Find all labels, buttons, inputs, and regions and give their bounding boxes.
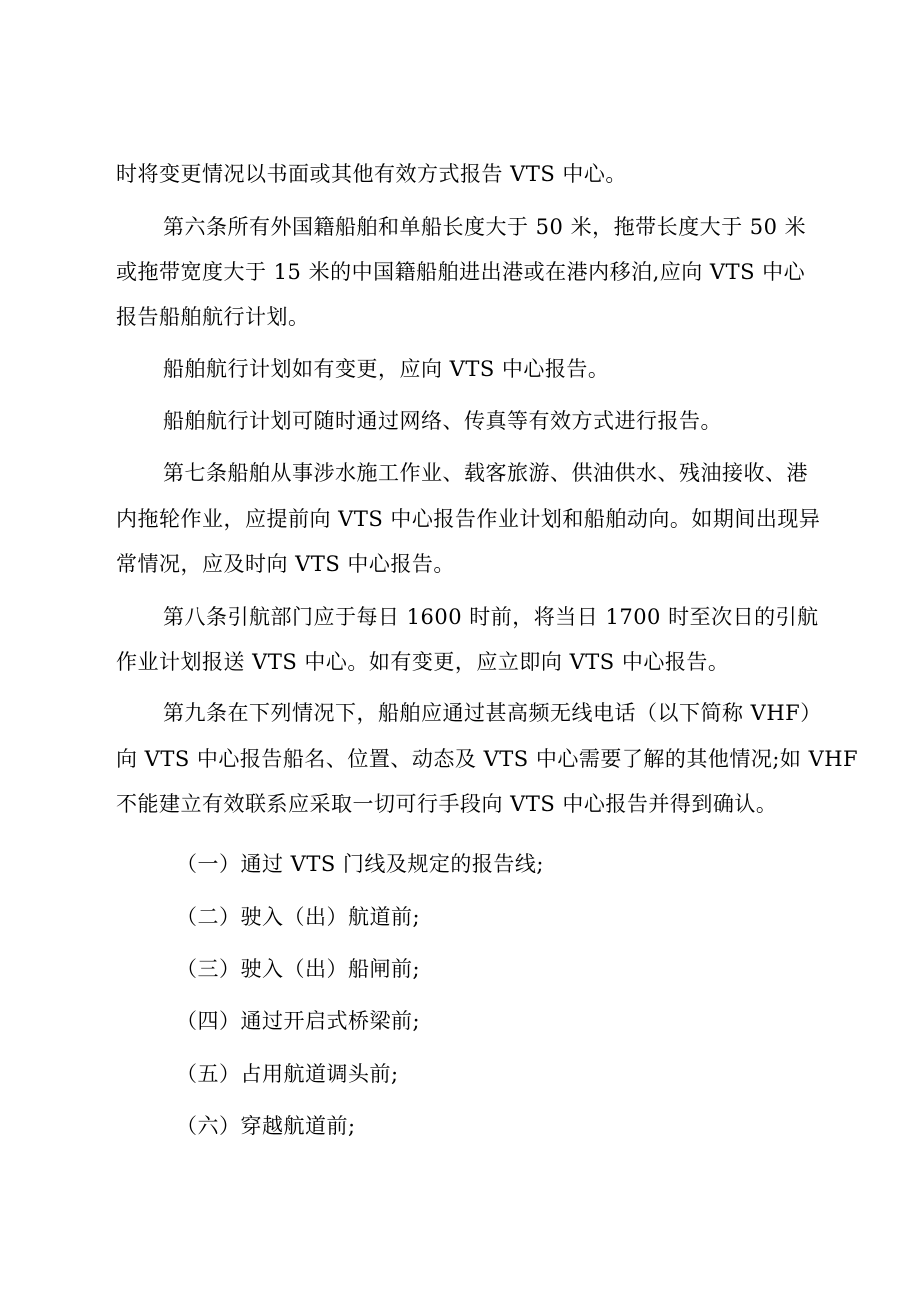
list-item: （二）驶入（出）航道前; bbox=[176, 905, 421, 929]
text-line: 第九条在下列情况下，船舶应通过甚高频无线电话（以下简称 VHF） bbox=[163, 701, 822, 725]
text-line: 第八条引航部门应于每日 1600 时前，将当日 1700 时至次日的引航 bbox=[163, 605, 819, 629]
text-line: 不能建立有效联系应采取一切可行手段向 VTS 中心报告并得到确认。 bbox=[116, 792, 778, 816]
list-item: （一）通过 VTS 门线及规定的报告线; bbox=[176, 852, 544, 876]
text-line: 内拖轮作业，应提前向 VTS 中心报告作业计划和船舶动向。如期间出现异 bbox=[116, 507, 821, 531]
text-line: 报告船舶航行计划。 bbox=[116, 305, 310, 329]
text-line: 时将变更情况以书面或其他有效方式报告 VTS 中心。 bbox=[116, 162, 627, 186]
text-line: 常情况，应及时向 VTS 中心报告。 bbox=[116, 552, 455, 576]
text-line: 向 VTS 中心报告船名、位置、动态及 VTS 中心需要了解的其他情况;如 VHF bbox=[116, 747, 859, 771]
text-line: 或拖带宽度大于 15 米的中国籍船舶进出港或在港内移泊,应向 VTS 中心 bbox=[116, 260, 806, 284]
text-line: 船舶航行计划如有变更，应向 VTS 中心报告。 bbox=[163, 357, 610, 381]
list-item: （三）驶入（出）船闸前; bbox=[176, 957, 421, 981]
text-line: 作业计划报送 VTS 中心。如有变更，应立即向 VTS 中心报告。 bbox=[116, 650, 730, 674]
list-item: （四）通过开启式桥梁前; bbox=[176, 1009, 421, 1033]
text-line: 船舶航行计划可随时通过网络、传真等有效方式进行报告。 bbox=[163, 409, 722, 433]
text-line: 第七条船舶从事涉水施工作业、载客旅游、供油供水、残油接收、港 bbox=[163, 461, 808, 485]
text-line: 第六条所有外国籍船舶和单船长度大于 50 米，拖带长度大于 50 米 bbox=[163, 215, 807, 239]
list-item: （六）穿越航道前; bbox=[176, 1114, 356, 1138]
list-item: （五）占用航道调头前; bbox=[176, 1062, 399, 1086]
